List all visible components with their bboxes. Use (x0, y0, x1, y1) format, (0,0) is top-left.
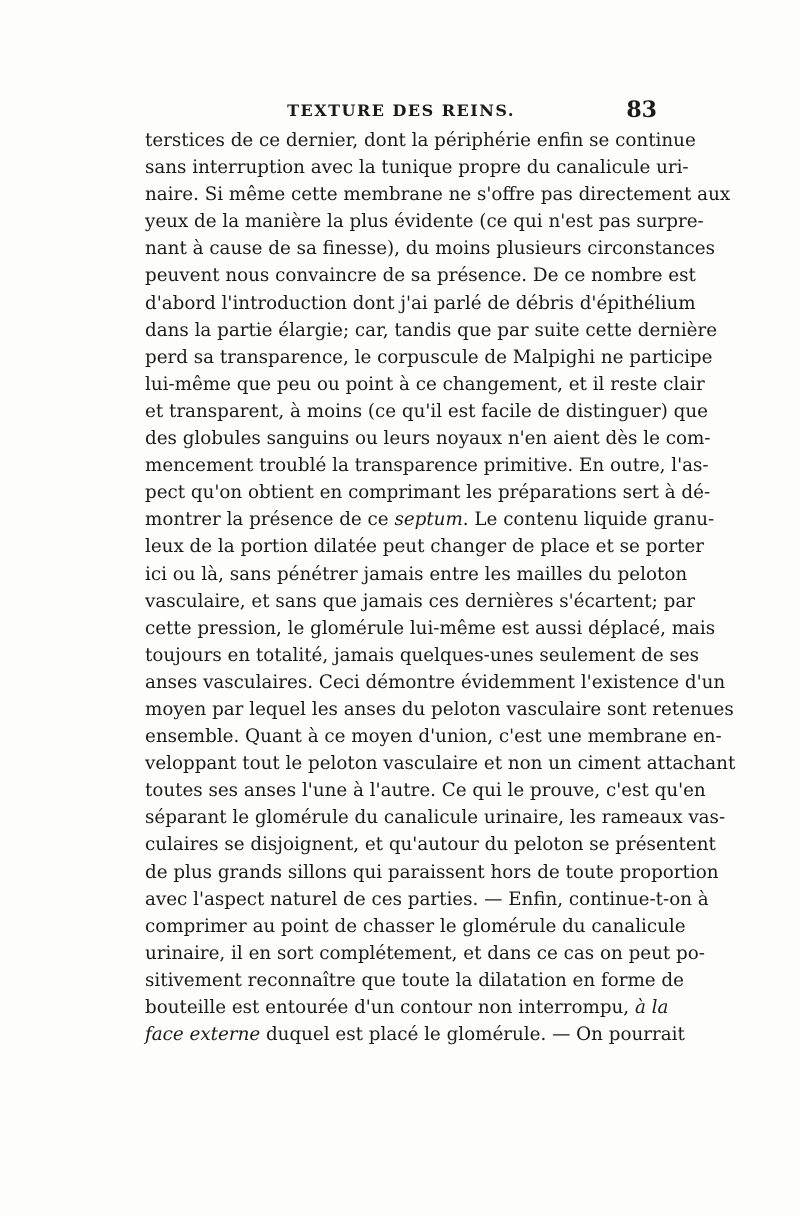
text-line: d'abord l'introduction dont j'ai parlé de débris d'épithélium (145, 292, 696, 314)
text-line: séparant le glomérule du canalicule urinaire, les rameaux vas- (145, 807, 726, 829)
text-line: ici ou là, sans pénétrer jamais entre les mailles du peloton (145, 563, 688, 585)
text-line: dans la partie élargie; car, tandis que par suite cette dernière (145, 319, 718, 341)
text-line: perd sa transparence, le corpuscule de Malpighi ne participe (145, 346, 713, 368)
text-line: lui-même que peu ou point à ce changement, et il reste clair (145, 373, 705, 395)
italic-phrase: face externe (145, 1024, 261, 1046)
text-line: toutes ses anses l'une à l'autre. Ce qui le prouve, c'est qu'en (145, 780, 706, 802)
text-line: naire. Si même cette membrane ne s'offre pas directement aux (145, 184, 731, 206)
text-line: terstices de ce dernier, dont la périphérie enfin se continue (145, 130, 696, 151)
running-title: TEXTURE DES REINS. (287, 101, 515, 120)
body-text (145, 127, 736, 1048)
text-line: et transparent, à moins (ce qu'il est facile de distinguer) que (145, 400, 708, 422)
text-line: vasculaire, et sans que jamais ces dernières s'écartent; par (145, 590, 695, 612)
text-line: peuvent nous convaincre de sa présence. De ce nombre est (145, 265, 696, 287)
text-line: des globules sanguins ou leurs noyaux n'en aient dès le com- (145, 428, 711, 450)
text-line: nant à cause de sa finesse), du moins plusieurs circonstances (145, 238, 715, 260)
text-line: sans interruption avec la tunique propre du canalicule uri- (145, 157, 689, 179)
text-line: anses vasculaires. Ceci démontre évidemment l'existence d'un (145, 671, 726, 693)
italic-term-septum: septum (394, 509, 463, 531)
line-segment: . Le contenu liquide granu- (462, 509, 715, 531)
text-line: mencement troublé la transparence primitive. En outre, l'as- (145, 455, 709, 477)
text-line: de plus grands sillons qui paraissent hors de toute proportion (145, 861, 719, 883)
text-line: urinaire, il en sort complétement, et dans ce cas on peut po- (145, 942, 705, 964)
text-line: leux de la portion dilatée peut changer de place et se porter (145, 536, 704, 558)
text-line-with-italic (145, 506, 715, 533)
page-header (145, 97, 657, 127)
text-line-with-italic (145, 994, 669, 1021)
text-line: toujours en totalité, jamais quelques-unes seulement de ses (145, 644, 700, 666)
line-segment: montrer la présence de ce (145, 509, 395, 531)
text-line: cette pression, le glomérule lui-même est aussi déplacé, mais (145, 617, 716, 639)
text-line: veloppant tout le peloton vasculaire et non un ciment attachant (145, 753, 736, 775)
text-line: ensemble. Quant à ce moyen d'union, c'est une membrane en- (145, 726, 722, 748)
italic-phrase: à la (634, 997, 669, 1018)
text-line: sitivement reconnaître que toute la dilatation en forme de (145, 969, 684, 991)
text-line: comprimer au point de chasser le glomérule du canalicule (145, 915, 686, 937)
line-segment: duquel est placé le glomérule. — On pourrait (260, 1024, 685, 1046)
text-line: culaires se disjoignent, et qu'autour du peloton se présentent (145, 834, 716, 856)
text-line: pect qu'on obtient en comprimant les préparations sert à dé- (145, 482, 711, 504)
text-line: moyen par lequel les anses du peloton vasculaire sont retenues (145, 698, 734, 720)
text-line: yeux de la manière la plus évidente (ce qui n'est pas surpre- (145, 211, 704, 233)
page-number: 83 (626, 97, 657, 123)
text-line: avec l'aspect naturel de ces parties. — Enfin, continue-t-on à (145, 888, 709, 910)
line-segment: bouteille est entourée d'un contour non interrompu, (145, 997, 635, 1018)
text-line-with-italic (145, 1021, 685, 1048)
